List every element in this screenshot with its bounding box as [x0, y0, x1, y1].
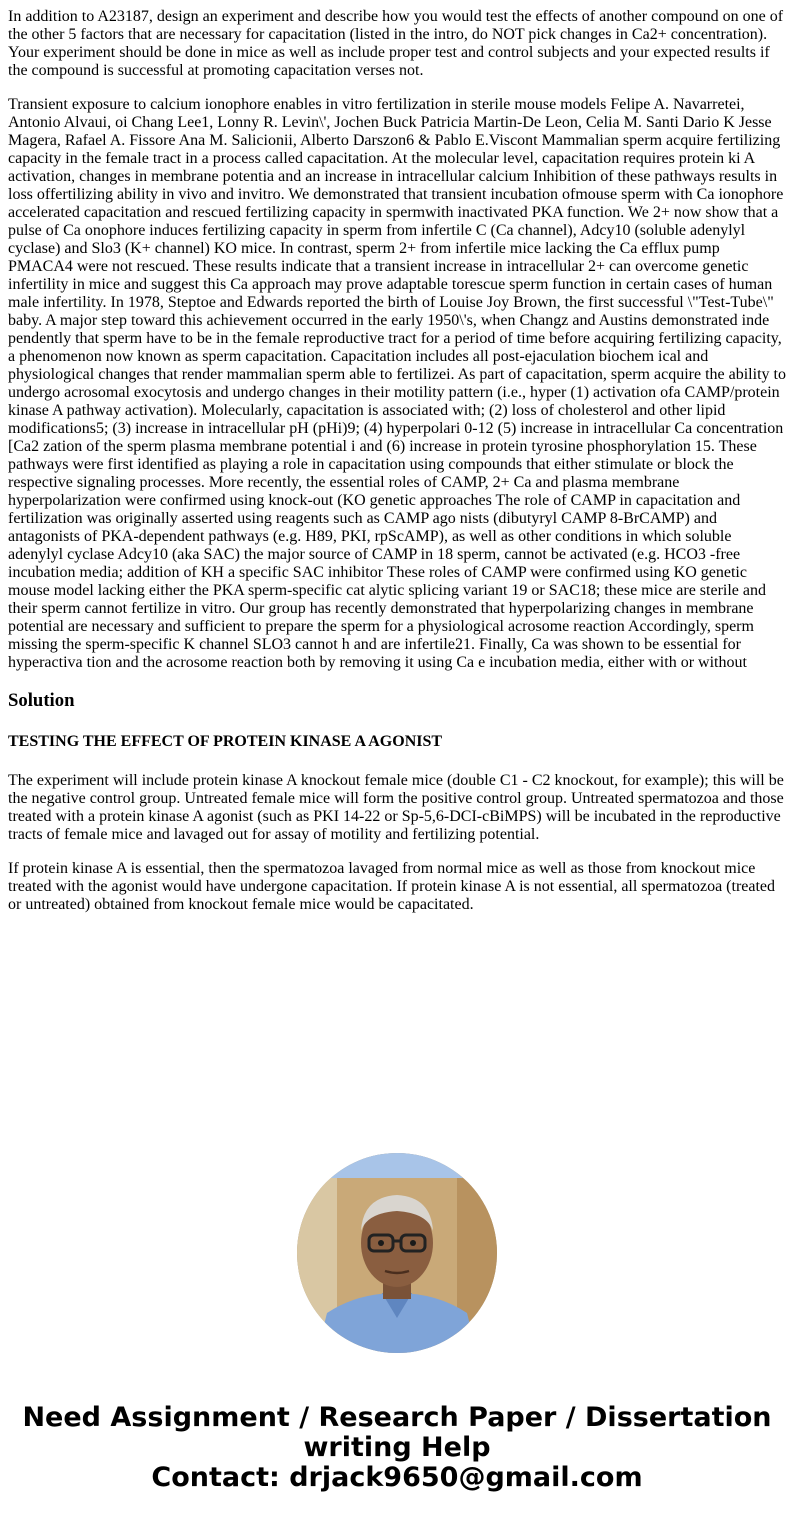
- solution-subheading: TESTING THE EFFECT OF PROTEIN KINASE A AGONIST: [8, 733, 443, 750]
- promo-contact: Contact: drjack9650@gmail.com: [151, 1462, 643, 1493]
- document-page: [8, 0, 786, 930]
- promo-line-2: writing Help: [303, 1432, 491, 1463]
- question-text: In addition to A23187, design an experiment and describe how you would test the effects of another compound on one of the other 5 factors that are necessary for capacitation (listed in the intro, do NOT pick changes in Ca2+ concentration). Your experiment should be done in mice as well as include proper test and control subjects and your expected results if the compound is successful at promoting capacitation verses not.: [8, 8, 784, 79]
- article-text: Transient exposure to calcium ionophore enables in vitro fertilization in sterile mouse models Felipe A. Navarretei, Antonio Alvaui, oi Chang Lee1, Lonny R. Levin\', Jochen Buck Patricia Martin-De Leon, Celia M. Santi Dario K Jesse Magera, Rafael A. Fissore Ana M. Salicionii, Alberto Darszon6 & Pablo E.Viscont Mammalian sperm acquire fertilizing capacity in the female tract in a process called capacitation. At the molecular level, capacitation requires protein ki A activation, changes in membrane potentia and an increase in intracellular calcium Inhibition of these pathways results in loss offertilizing ability in vivo and invitro. We demonstrated that transient incubation ofmouse sperm with Ca ionophore accelerated capacitation and rescued fertilizing capacity in spermwith inactivated PKA function. We 2+ now show that a pulse of Ca onophore induces fertilizing capacity in sperm from infertile C (Ca channel), Adcy10 (soluble adenylyl cyclase) and Slo3 (K+ channel) KO mice. In contrast, sperm 2+ from infertile mice lacking the Ca efflux pump PMACA4 were not rescued. These results indicate that a transient increase in intracellular 2+ can overcome genetic infertility in mice and suggest this Ca approach may prove adaptable torescue sperm function in certain cases of human male infertility. In 1978, Steptoe and Edwards reported the birth of Louise Joy Brown, the first successful \"Test-Tube\" baby. A major step toward this achievement occurred in the early 1950\'s, when Changz and Austins demonstrated inde pendently that sperm have to be in the female reproductive tract for a period of time before acquiring fertilizing capacity, a phenomenon now known as sperm capacitation. Capacitation includes all post-ejaculation biochem ical and physiological changes that render mammalian sperm able to fertilizei. As part of capacitation, sperm acquire the ability to undergo acrosomal exocytosis and undergo changes in their motility pattern (i.e., hyper (1) activation ofa CAMP/protein kinase A pathway activation). Molecularly, capacitation is associated with; (2) loss of cholesterol and other lipid modifications5; (3) increase in intracellular pH (pHi)9; (4) hyperpolari 0-12 (5) increase in intracellular Ca concentration [Ca2 zation of the sperm plasma membrane potential i and (6) increase in protein tyrosine phosphorylation 15. These pathways were first identified as playing a role in capacitation using compounds that either stimulate or block the respective signaling processes. More recently, the essential roles of CAMP, 2+ Ca and plasma membrane hyperpolarization were confirmed using knock-out (KO genetic approaches The role of CAMP in capacitation and fertilization was originally asserted using reagents such as CAMP ago nists (dibutyryl CAMP 8-BrCAMP) and antagonists of PKA-dependent pathways (e.g. H89, PKI, rpScAMP), as well as other conditions in which soluble adenylyl cyclase Adcy10 (aka SAC) the major source of CAMP in 18 sperm, cannot be activated (e.g. HCO3 -free incubation media; addition of KH a specific SAC inhibitor These roles of CAMP were confirmed using KO genetic mouse model lacking either the PKA sperm-specific cat alytic splicing variant 19 or SAC18; these mice are sterile and their sperm cannot fertilize in vitro. Our group has recently demonstrated that hyperpolarizing changes in membrane potential are necessary and sufficient to prepare the sperm for a physiological acrosome reaction Accordingly, sperm missing the sperm-specific K channel SLO3 cannot h and are infertile21. Finally, Ca was shown to be essential for hyperactiva tion and the acrosome reaction both by removing it using Ca e incubation media, either with or without: [8, 96, 786, 671]
- author-portrait-icon: [297, 1153, 497, 1353]
- solution-heading: Solution: [8, 690, 75, 711]
- promo-banner: [0, 1403, 794, 1493]
- solution-paragraph-1: The experiment will include protein kinase A knockout female mice (double C1 - C2 knockout, for example); this will be the negative control group. Untreated female mice will form the positive control group. Untreated spermatozoa and those treated with a protein kinase A agonist (such as PKI 14-22 or Sp-5,6-DCI-cBiMPS) will be incubated in the reproductive tracts of female mice and lavaged out for assay of motility and fertilizing potential.: [8, 772, 784, 843]
- author-avatar: [297, 1153, 497, 1353]
- solution-paragraph-2: If protein kinase A is essential, then the spermatozoa lavaged from normal mice as well as those from knockout mice treated with the agonist would have undergone capacitation. If protein kinase A is not essential, all spermatozoa (treated or untreated) obtained from knockout female mice would be capacitated.: [8, 860, 776, 913]
- promo-line-1: Need Assignment / Research Paper / Dissertation: [22, 1402, 772, 1433]
